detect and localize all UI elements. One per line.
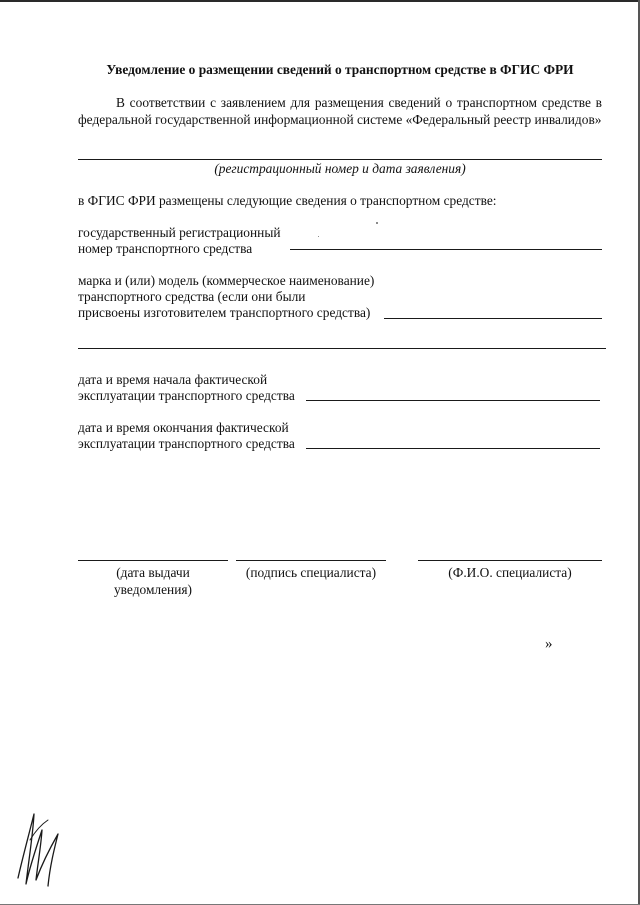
reg-number-label-line2: номер транспортного средства: [78, 241, 253, 256]
issue-date-caption-line2: уведомления): [113, 582, 192, 597]
start-date-field-line[interactable]: [306, 400, 600, 401]
reg-number-field-line[interactable]: [290, 249, 602, 250]
specialist-signature-line[interactable]: [236, 560, 386, 561]
brand-model-label-line1: марка и (или) модель (коммерческое наименование): [78, 273, 375, 288]
end-date-label-line1: дата и время окончания фактической: [78, 420, 289, 435]
brand-model-extra-line[interactable]: [78, 348, 606, 349]
reg-number-label-line1: государственный регистрационный: [78, 225, 281, 240]
end-date-label-line2: эксплуатации транспортного средства: [78, 436, 295, 451]
scan-speck: [376, 222, 378, 224]
start-date-label-line2: эксплуатации транспортного средства: [78, 388, 295, 403]
brand-model-field-line[interactable]: [384, 318, 602, 319]
issue-date-caption-line1: (дата выдачи: [116, 565, 190, 580]
end-date-field-line[interactable]: [306, 448, 600, 449]
application-caption: (регистрационный номер и дата заявления): [214, 161, 466, 176]
brand-model-label-line2: транспортного средства (если они были: [78, 289, 306, 304]
scan-speck: [318, 236, 319, 237]
intro-paragraph: В соответствии с заявлением для размещения сведений о транспортном средстве в федеральной государственной информационной системе «Федеральный реестр инвалидов»: [78, 95, 602, 127]
start-date-label-line1: дата и время начала фактической: [78, 372, 268, 387]
lead-text: в ФГИС ФРИ размещены следующие сведения о транспортном средстве:: [78, 193, 497, 208]
specialist-signature-caption: (подпись специалиста): [245, 565, 377, 580]
scan-edge-top: [0, 0, 640, 2]
closing-quote-mark: »: [545, 636, 553, 652]
specialist-name-line[interactable]: [418, 560, 602, 561]
brand-model-label-line3: присвоены изготовителем транспортного средства): [78, 305, 371, 320]
document-title: Уведомление о размещении сведений о транспортном средстве в ФГИС ФРИ: [106, 62, 574, 77]
issue-date-line[interactable]: [78, 560, 228, 561]
application-number-line[interactable]: [78, 159, 602, 160]
handwritten-signature-icon: [12, 800, 72, 890]
specialist-name-caption: (Ф.И.О. специалиста): [448, 565, 572, 580]
